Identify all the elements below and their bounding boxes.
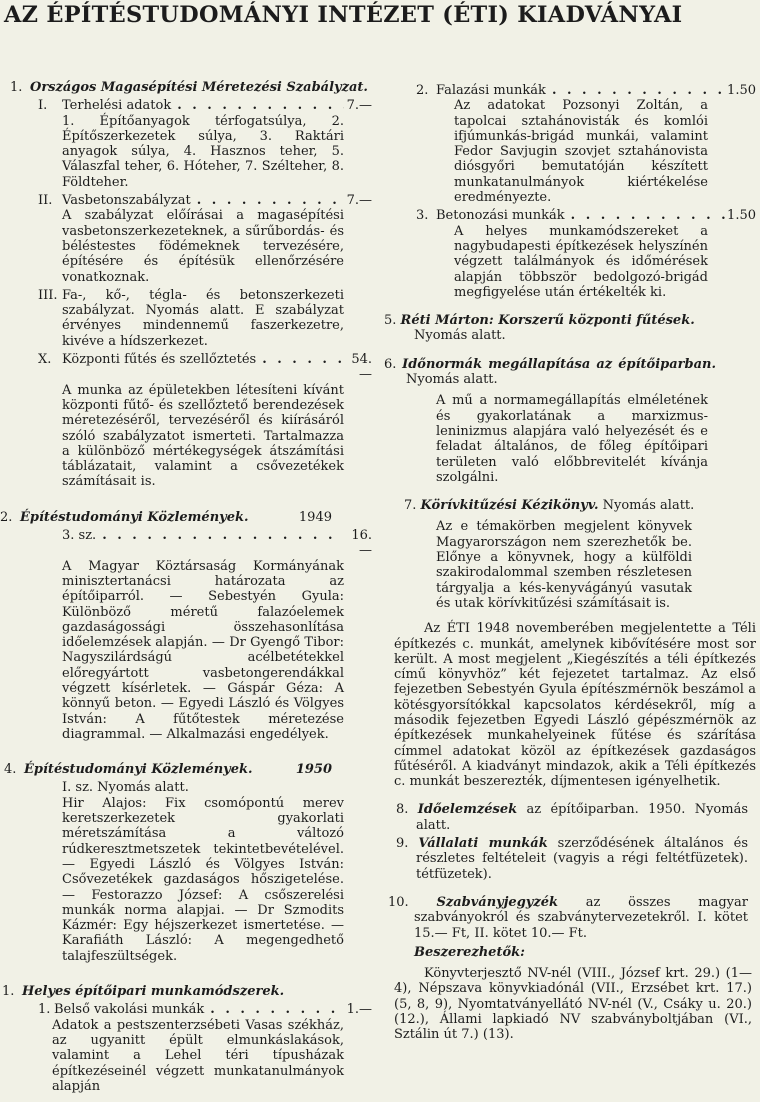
page-title: AZ ÉPÍTÉSTUDOMÁNYI INTÉZET (ÉTI) KIADVÁNYAI — [4, 2, 683, 28]
item-description: A helyes munkamódszereket a nagybudapesti építkezések helyszínén végzett találmányok és időmérések alapján többször bedolgozó-brigád megfigyelése után értékelték ki. — [454, 223, 708, 300]
right-column — [384, 80, 756, 1043]
list-item: 9. Vállalati munkák szerződésének általános és részletes feltételeit (vagyis a régi feltétfüzetek). tétfüzetek). — [396, 836, 749, 882]
item-description: A mű a normamegállapítás elméletének és gyakorlatának a marxizmus-leninizmus alapjára való helyezését és e feladat általános, de főleg építőipari területen való előbbrevitelét kívánja szolgálni. — [436, 393, 708, 485]
price: 1.50 — [727, 208, 756, 224]
section-title: Országos Magasépítési Méretezési Szabályzat. — [30, 80, 368, 95]
section-heading: 1. Helyes építőipari munkamódszerek. — [2, 984, 285, 1000]
item-description: 1. Építőanyagok térfogatsúlya, 2. Építőszerkezetek súlya, 3. Raktári anyagok súlya, 4. Hasznos teher, 5. Válaszfal teher, 6. Hóteher, 7. Szélteher, 8. Földteher. — [62, 113, 344, 190]
item-description: Adatok a pestszenterzsébeti Vasas székház, az ugyanitt épült elmunkáslakások, valamint a Lehel téri típusházak építkezéseinél végzett munkatanulmányok alapján — [52, 1017, 344, 1094]
price: 1.50 — [727, 83, 756, 98]
list-item: 7. Körívkitűzési Kézikönyv. Nyomás alatt. Az e témakörben megjelent könyvek Magyarországon nem szerezhetők be. Előnye a könyvnek, hogy a külföldi szakirodalommal szemben részletesen tárgyalja a kés-kenyvágányú vasutak és utak körívkitűzési számításait is. — [384, 498, 756, 611]
price: 7.— — [346, 98, 372, 114]
list-item: 1. Belső vakolási munkák . . . 1.— Adatok a pestszenterzsébeti Vasas székház, az ugyanitt épült elmunkáslakások, valamint a Lehel téri típusházak építkezéseinél végzett munkatanulmányok alapján — [10, 1002, 372, 1094]
left-column — [0, 80, 372, 1094]
item-description: A munka az épületekben létesíteni kívánt központi fűtő- és szellőztető berendezések méretezéséről, tervezéséről és kiírásáról szóló szabályzatot ismerteti. Tartalmazza a különböző mértékegységek átszámítási táblázatait, valamint a csővezetékek számításait is. — [62, 382, 344, 490]
list-item: 8. Időelemzések az építőiparban. 1950. Nyomás alatt. — [396, 802, 748, 833]
list-item: 10. Szabványjegyzék az összes magyar szabványokról és szabványtervezetekről. I. kötet 15.— Ft, II. kötet 10.— Ft. — [388, 894, 748, 941]
list-item: 3. sz. . . . 16.— A Magyar Köztársaság Kormányának minisztertanácsi határozata az építőiparról. — Sebestyén Gyula: Különböző méretű falazóelemek gazdaságossági összehasonlítása időelemzések alapján. — Dr Gyengő Tibor: Nagyszilárdságú acélbetétekkel előregyártott vasbetongerendákkal végzett kísérletek. — Gáspár Géza: A könnyű beton. — Egyedi László és Völgyes István: A fűtőtestek méretezése diagrammal. — Alkalmazási engedélyek. — [10, 528, 372, 742]
item-description: Az e témakörben megjelent könyvek Magyarországon nem szerezhetők be. Előnye a könyvnek, hogy a külföldi szakirodalommal szemben részletesen tárgyalja a kés-kenyvágányú vasutak és utak körívkitűzési számításait is. — [436, 519, 692, 611]
list-item: I. Terhelési adatok . . . 7.— 1. Építőanyagok térfogatsúlya, 2. Építőszerkezetek súlya, 3. Raktári anyagok súlya, 4. Hasznos teher, 5. Válaszfal teher, 6. Hóteher, 7. Szélteher, 8. Földteher. — [10, 98, 372, 190]
price: 16.— — [351, 528, 372, 559]
item-description: A szabályzat előírásai a magasépítési vasbetonszerkezeteknek, a sűrűbordás- és béléstestes födémeknek tervezésére, építésére és építésük ellenőrzésére vonatkoznak. — [62, 208, 344, 285]
section-2-heading: 2. Építéstudományi Közlemények. 1949 — [0, 509, 332, 525]
list-item: I. sz. Nyomás alatt. Hir Alajos: Fix csomópontú merev keretszerkezetek gyakorlati méretszámítása a változó rúdkeresztmetszetek tekintetbevételével. — Egyedi László és Völgyes István: Csővezetékek gazdaságos hőszigetelése. — Festorazzo József: A csőszerelési munkák norma alapjai. — Dr Szmodits Kázmér: Egy héjszerkezet ismertetése. — Karafiáth László: A megengedhető talajfeszültségek. — [62, 780, 344, 964]
section-4-heading: 4. Építéstudományi Közlemények. 1950 — [4, 762, 332, 778]
item-description: Hir Alajos: Fix csomópontú merev keretszerkezetek gyakorlati méretszámítása a változó rúdkeresztmetszetek tekintetbevételével. — Egyedi László és Völgyes István: Csővezetékek gazdaságos hőszigetelése. — Festorazzo József: A csőszerelési munkák norma alapjai. — Dr Szmodits Kázmér: Egy héjszerkezet ismertetése. — Karafiáth László: A megengedhető talajfeszültségek. — [62, 795, 344, 964]
announcement-paragraph: Az ÉTI 1948 novemberében megjelentette a Téli építkezés c. munkát, amelynek kibővítésére most sor került. A most megjelent „Kiegészítés a téli építkezés című könyvhöz” két fejezetet tartalmaz. Az első fejezetben Sebestyén Gyula építészmérnök beszámol a kötésgyorsítókkal kapcsolatos kérdésekről, míg a második fejezetben Egyedi László gépészmérnök az építkezések munkahelyeinek fűtése és szárítása címmel adatokat közöl az építkezések gazdaságos fűtéséről. A kiadványt mindazok, akik a Téli építkezés c. munkát beszerezték, díjmentesen igényelhetik. — [394, 621, 756, 790]
price: 54.— — [351, 352, 372, 383]
list-item: 2. Falazási munkák . . . 1.50 Az adatokat Pozsonyi Zoltán, a tapolcai sztahánovisták és komlói ifjúmunkás-brigád munkái, valamint Fedor Savjugin szovjet sztahánovista diósgyőri bemutatóján készített munkatanulmányok kiértékelése eredményezte. — [384, 83, 756, 205]
list-item: 3. Betonozási munkák . . . 1.50 A helyes munkamódszereket a nagybudapesti építkezések helyszínén végzett találmányok és időmérések alapján többször bedolgozó-brigád megfigyelése után értékelték ki. — [384, 208, 756, 300]
item-description: A Magyar Köztársaság Kormányának minisztertanácsi határozata az építőiparról. — Sebestyén Gyula: Különböző méretű falazóelemek gazdaságossági összehasonlítása időelemzések alapján. — Dr Gyengő Tibor: Nagyszilárdságú acélbetétekkel előregyártott vasbetongerendákkal végzett kísérletek. — Gáspár Géza: A könnyű beton. — Egyedi László és Völgyes István: A fűtőtestek méretezése diagrammal. — Alkalmazási engedélyek. — [62, 558, 344, 742]
list-item: 5. Réti Márton: Korszerű központi fűtések. Nyomás alatt. — [384, 313, 695, 344]
section-1-heading: 1. Országos Magasépítési Méretezési Szabályzat. — [10, 80, 368, 95]
purchase-info: Beszerezhetők: Könyvterjesztő NV-nél (VIII., József krt. 29.) (1—4), Népszava könyvkiadónál (VII., Erzsébet krt. 17.) (5, 8, 9), Nyomtatványellátó NV-nél (V., Csáky u. 20.) (12.), Állami lapkiadó NV szabványboltjában (VI., Sztálin út 7.) (13). — [394, 944, 752, 1043]
list-item: II. Vasbetonszabályzat . . . 7.— A szabályzat előírásai a magasépítési vasbetonszerkezeteknek, a sűrűbordás- és béléstestes födémeknek tervezésére, építésére és építésük ellenőrzésére vonatkoznak. — [10, 193, 372, 285]
list-item: X. Központi fűtés és szellőztetés . . . 54.— A munka az épületekben létesíteni kívánt központi fűtő- és szellőztető berendezések méretezéséről, tervezéséről és kiírásáról szóló szabályzatot ismerteti. Tartalmazza a különböző mértékegységek átszámítási táblázatait, valamint a csővezetékek számításait is. — [10, 352, 372, 490]
item-description: Az adatokat Pozsonyi Zoltán, a tapolcai sztahánovisták és komlói ifjúmunkás-brigád munkái, valamint Fedor Savjugin szovjet sztahánovista diósgyőri bemutatóján készített munkatanulmányok kiértékelése eredményezte. — [454, 98, 708, 206]
price: 7.— — [346, 193, 372, 209]
list-item: III. Fa-, kő-, tégla- és betonszerkezeti szabályzat. Nyomás alatt. E szabályzat érvényes mindennemű faszerkezetre, kivéve a hídszerkezet. — [38, 287, 344, 349]
list-item: 6. Időnormák megállapítása az építőiparban. Nyomás alatt. A mű a normamegállapítás elméletének és gyakorlatának a marxizmus-leninizmus alapjára való helyezését és e feladat általános, de főleg építőipari területen való előbbrevitelét kívánja szolgálni. — [384, 356, 716, 485]
price: 1.— — [346, 1002, 372, 1018]
